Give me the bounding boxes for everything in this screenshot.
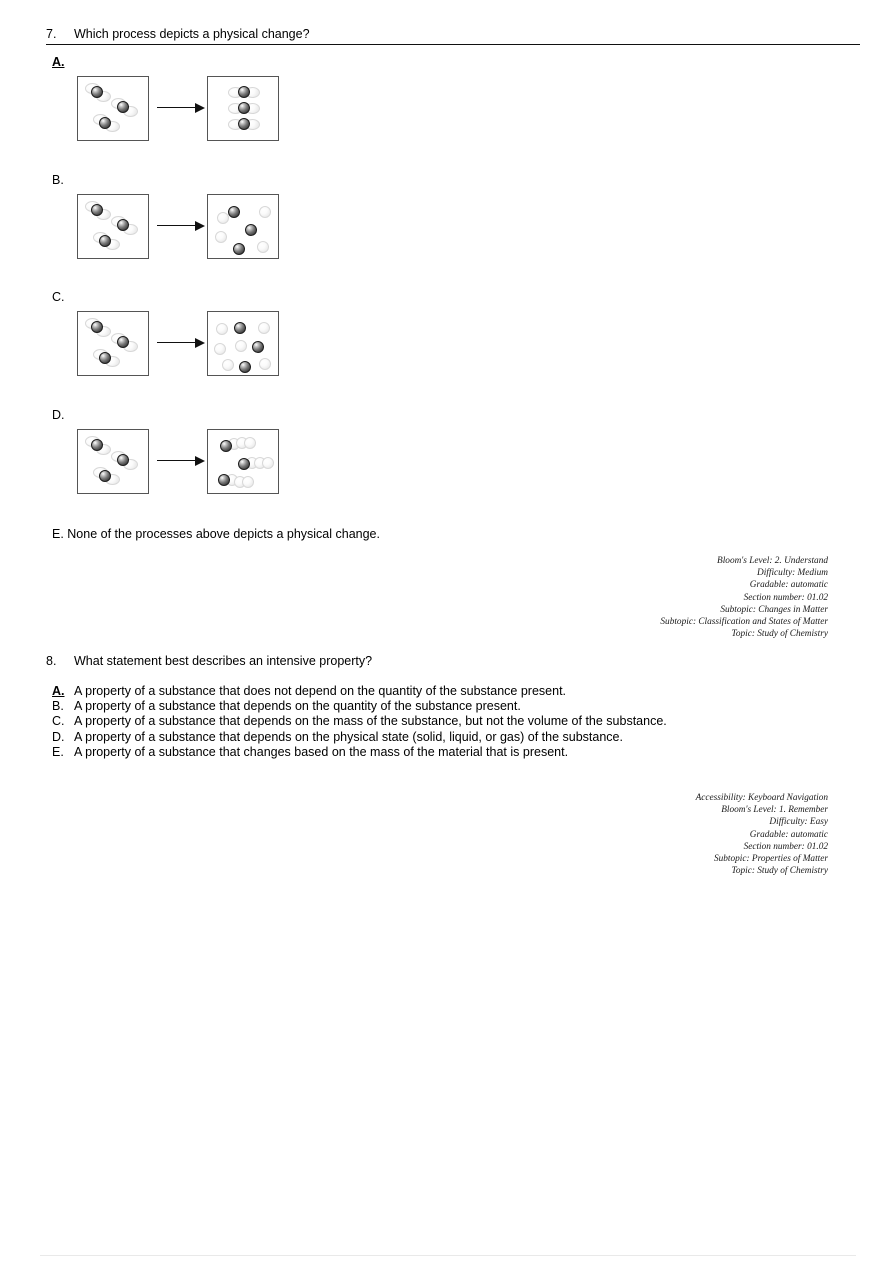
question-7-header xyxy=(46,27,860,45)
choice-b-letter: B. xyxy=(52,173,64,187)
choice-c-text: A property of a substance that depends on the mass of the substance, but not the volume of the substance. xyxy=(74,714,667,729)
question-8-choice-d[interactable] xyxy=(52,730,667,745)
metadata-line: Difficulty: Medium xyxy=(757,568,828,579)
question-8-choice-c[interactable] xyxy=(52,714,667,729)
question-8-metadata xyxy=(696,792,828,877)
dark-atom xyxy=(228,206,240,218)
dark-atom xyxy=(117,101,129,113)
question-8-line xyxy=(46,654,860,671)
choice-d-text: A property of a substance that depends on the physical state (solid, liquid, or gas) of the substance. xyxy=(74,729,623,744)
question-7-metadata xyxy=(660,555,828,640)
metadata-line: Gradable: automatic xyxy=(749,580,828,591)
choice-e-letter: E. xyxy=(52,744,64,759)
metadata-line: Topic: Study of Chemistry xyxy=(731,866,828,877)
dark-atom xyxy=(91,204,103,216)
question-8-text: What statement best describes an intensive property? xyxy=(74,654,373,668)
dark-atom xyxy=(245,224,257,236)
dark-atom xyxy=(220,440,232,452)
yields-arrow-icon xyxy=(157,102,207,114)
light-atom xyxy=(258,322,270,334)
dark-atom xyxy=(238,102,250,114)
choice-b-before-box xyxy=(77,194,149,259)
choice-a-letter: A. xyxy=(52,684,65,698)
question-7-text: Which process depicts a physical change? xyxy=(74,27,310,41)
yields-arrow-icon xyxy=(157,337,207,349)
dark-atom xyxy=(252,341,264,353)
dark-atom xyxy=(117,336,129,348)
dark-atom xyxy=(99,352,111,364)
metadata-line: Subtopic: Classification and States of Matter xyxy=(660,617,828,628)
metadata-line: Subtopic: Properties of Matter xyxy=(713,854,828,865)
dark-atom xyxy=(238,118,250,130)
metadata-line: Topic: Study of Chemistry xyxy=(731,629,828,640)
question-7-number: 7. xyxy=(46,27,57,41)
question-8-choices xyxy=(52,684,667,760)
question-8-number: 8. xyxy=(46,654,57,668)
choice-c-letter: C. xyxy=(52,714,65,729)
dark-atom xyxy=(238,86,250,98)
choice-b-text: A property of a substance that depends on the quantity of the substance present. xyxy=(74,699,521,714)
dark-atom xyxy=(99,470,111,482)
choice-d-before-box xyxy=(77,429,149,494)
choice-e-text: A property of a substance that changes based on the mass of the material that is present. xyxy=(74,744,569,759)
choice-d-letter: D. xyxy=(52,729,65,744)
question-8-choice-e[interactable] xyxy=(52,745,667,760)
light-atom xyxy=(222,359,234,371)
dark-atom xyxy=(218,474,230,486)
question-7-divider xyxy=(46,44,860,45)
dark-atom xyxy=(238,458,250,470)
light-atom xyxy=(259,206,271,218)
dark-atom xyxy=(99,235,111,247)
yields-arrow-icon xyxy=(157,220,207,232)
dark-atom xyxy=(239,361,251,373)
light-atom xyxy=(242,476,254,488)
light-atom xyxy=(259,358,271,370)
dark-atom xyxy=(117,219,129,231)
light-atom xyxy=(215,231,227,243)
question-7-choice-e[interactable]: E. None of the processes above depicts a physical change. xyxy=(52,527,380,541)
dark-atom xyxy=(233,243,245,255)
dark-atom xyxy=(91,439,103,451)
dark-atom xyxy=(234,322,246,334)
dark-atom xyxy=(99,117,111,129)
question-8-choice-b[interactable] xyxy=(52,699,667,714)
question-8-choice-a[interactable] xyxy=(52,684,667,699)
choice-a-after-box xyxy=(207,76,279,141)
choice-c-before-box xyxy=(77,311,149,376)
choice-a-before-box xyxy=(77,76,149,141)
question-8-header xyxy=(46,654,860,671)
choice-d-letter: D. xyxy=(52,408,65,422)
choice-a-text: A property of a substance that does not depend on the quantity of the substance present. xyxy=(74,684,567,698)
metadata-line: Section number: 01.02 xyxy=(743,592,828,603)
choice-a-letter: A. xyxy=(52,55,65,69)
page-footer-divider xyxy=(40,1255,856,1256)
light-atom xyxy=(235,340,247,352)
dark-atom xyxy=(117,454,129,466)
light-atom xyxy=(257,241,269,253)
metadata-line: Difficulty: Easy xyxy=(769,817,828,828)
choice-b-after-box xyxy=(207,194,279,259)
metadata-line: Subtopic: Changes in Matter xyxy=(720,604,828,615)
choice-d-after-box xyxy=(207,429,279,494)
metadata-line: Accessibility: Keyboard Navigation xyxy=(695,793,828,803)
light-atom xyxy=(217,212,229,224)
choice-c-letter: C. xyxy=(52,290,65,304)
light-atom xyxy=(262,457,274,469)
light-atom xyxy=(244,437,256,449)
metadata-line: Bloom's Level: 2. Understand xyxy=(717,556,828,566)
dark-atom xyxy=(91,86,103,98)
choice-c-after-box xyxy=(207,311,279,376)
light-atom xyxy=(216,323,228,335)
light-atom xyxy=(214,343,226,355)
metadata-line: Bloom's Level: 1. Remember xyxy=(721,805,828,816)
metadata-line: Gradable: automatic xyxy=(749,829,828,840)
choice-b-letter: B. xyxy=(52,699,64,714)
yields-arrow-icon xyxy=(157,455,207,467)
question-7-line xyxy=(46,27,860,44)
dark-atom xyxy=(91,321,103,333)
metadata-line: Section number: 01.02 xyxy=(743,841,828,852)
